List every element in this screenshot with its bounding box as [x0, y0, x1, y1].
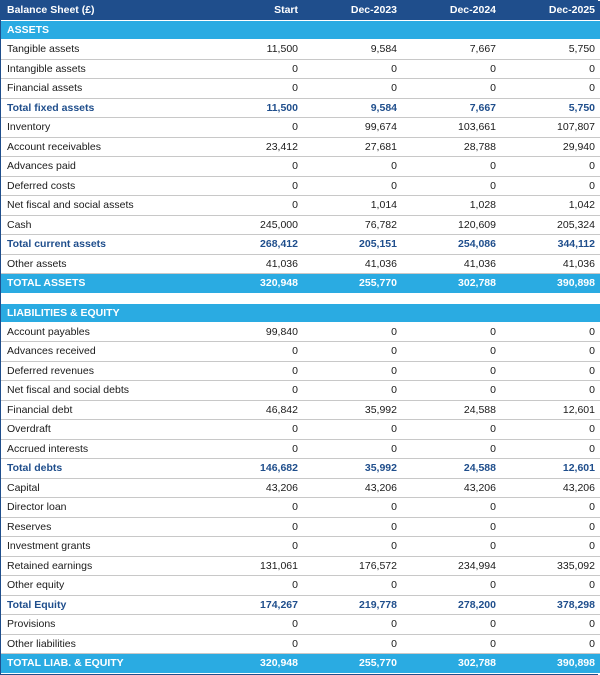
row-value	[403, 303, 502, 322]
table-row	[1, 322, 600, 342]
column-header-label: Balance Sheet (£)	[1, 1, 205, 21]
row-value: 0	[304, 381, 403, 401]
row-value: 0	[304, 420, 403, 440]
row-value: 11,500	[205, 98, 304, 118]
row-value: 0	[403, 59, 502, 79]
row-label: Total Equity	[1, 595, 205, 615]
row-value: 43,206	[403, 478, 502, 498]
row-label: Accrued interests	[1, 439, 205, 459]
row-value: 320,948	[205, 274, 304, 294]
row-value: 255,770	[304, 654, 403, 674]
row-label: Net fiscal and social assets	[1, 196, 205, 216]
row-label: Tangible assets	[1, 40, 205, 60]
row-value: 131,061	[205, 556, 304, 576]
row-value: 0	[403, 498, 502, 518]
row-value: 5,750	[502, 40, 600, 60]
row-value: 254,086	[403, 235, 502, 255]
row-value: 234,994	[403, 556, 502, 576]
row-label: Cash	[1, 215, 205, 235]
row-value	[304, 21, 403, 40]
row-label: Net fiscal and social debts	[1, 381, 205, 401]
row-value: 0	[304, 176, 403, 196]
row-value: 0	[403, 420, 502, 440]
row-value: 0	[205, 576, 304, 596]
column-header-dec-2023: Dec-2023	[304, 1, 403, 21]
column-header-start: Start	[205, 1, 304, 21]
grand-total-row	[1, 654, 600, 674]
row-label: Reserves	[1, 517, 205, 537]
table-row	[1, 517, 600, 537]
spacer-cell	[1, 293, 600, 303]
subtotal-row	[1, 595, 600, 615]
row-value: 378,298	[502, 595, 600, 615]
row-value: 0	[205, 615, 304, 635]
row-value: 0	[502, 361, 600, 381]
table-row	[1, 342, 600, 362]
table-row	[1, 478, 600, 498]
table-row	[1, 215, 600, 235]
row-value: 0	[205, 59, 304, 79]
row-value: 41,036	[205, 254, 304, 274]
row-label: Total debts	[1, 459, 205, 479]
row-value: 24,588	[403, 400, 502, 420]
column-header-row	[1, 1, 600, 21]
row-value: 35,992	[304, 400, 403, 420]
row-value: 0	[205, 361, 304, 381]
row-value: 302,788	[403, 274, 502, 294]
subtotal-row	[1, 459, 600, 479]
row-value: 0	[502, 79, 600, 99]
grand-total-row	[1, 274, 600, 294]
table-row	[1, 79, 600, 99]
row-value: 7,667	[403, 40, 502, 60]
table-spacer-row	[1, 293, 600, 303]
row-value: 0	[502, 157, 600, 177]
row-value: 302,788	[403, 654, 502, 674]
row-value: 0	[502, 342, 600, 362]
row-value: 11,500	[205, 40, 304, 60]
row-value: 0	[502, 59, 600, 79]
subtotal-row	[1, 98, 600, 118]
row-value: 0	[304, 157, 403, 177]
row-value: 0	[502, 517, 600, 537]
row-value: 0	[403, 381, 502, 401]
row-value: 0	[502, 439, 600, 459]
row-label: Financial debt	[1, 400, 205, 420]
row-label: Other equity	[1, 576, 205, 596]
row-value: 9,584	[304, 98, 403, 118]
table-body	[1, 21, 600, 674]
table-row	[1, 118, 600, 138]
row-value: 0	[304, 79, 403, 99]
table-row	[1, 420, 600, 440]
row-value: 176,572	[304, 556, 403, 576]
row-value: 41,036	[502, 254, 600, 274]
row-label: Capital	[1, 478, 205, 498]
row-value: 0	[304, 59, 403, 79]
table-row	[1, 400, 600, 420]
row-value: 107,807	[502, 118, 600, 138]
row-value: 0	[304, 439, 403, 459]
row-label: Advances paid	[1, 157, 205, 177]
row-label: Inventory	[1, 118, 205, 138]
row-value: 29,940	[502, 137, 600, 157]
row-value: 0	[403, 361, 502, 381]
row-value: 41,036	[403, 254, 502, 274]
row-value: 76,782	[304, 215, 403, 235]
row-value: 146,682	[205, 459, 304, 479]
section-header-row	[1, 21, 600, 40]
row-value: 0	[205, 439, 304, 459]
table-row	[1, 176, 600, 196]
row-value: 0	[502, 381, 600, 401]
row-value: 0	[502, 615, 600, 635]
row-value: 205,151	[304, 235, 403, 255]
table-row	[1, 381, 600, 401]
row-value: 390,898	[502, 654, 600, 674]
row-value: 0	[502, 498, 600, 518]
row-label: Investment grants	[1, 537, 205, 557]
row-value: 0	[205, 118, 304, 138]
row-value: 0	[205, 517, 304, 537]
row-label: Provisions	[1, 615, 205, 635]
row-value: 24,588	[403, 459, 502, 479]
row-value	[205, 303, 304, 322]
table-row	[1, 576, 600, 596]
row-value: 0	[403, 576, 502, 596]
row-value: 1,028	[403, 196, 502, 216]
row-label: Director loan	[1, 498, 205, 518]
row-value: 0	[304, 615, 403, 635]
row-value: 219,778	[304, 595, 403, 615]
table-header	[1, 1, 600, 21]
row-label: Account receivables	[1, 137, 205, 157]
row-value: 0	[502, 420, 600, 440]
row-label: TOTAL LIAB. & EQUITY	[1, 654, 205, 674]
row-value: 0	[205, 381, 304, 401]
table-row	[1, 361, 600, 381]
row-value: 43,206	[205, 478, 304, 498]
table-row	[1, 537, 600, 557]
row-value: 46,842	[205, 400, 304, 420]
balance-sheet-table	[1, 1, 600, 674]
row-label: Other assets	[1, 254, 205, 274]
row-value: 41,036	[304, 254, 403, 274]
row-label: ASSETS	[1, 21, 205, 40]
row-label: Overdraft	[1, 420, 205, 440]
row-value: 23,412	[205, 137, 304, 157]
row-value: 0	[502, 176, 600, 196]
row-label: Deferred revenues	[1, 361, 205, 381]
row-value: 0	[205, 342, 304, 362]
row-value: 0	[205, 196, 304, 216]
row-value	[304, 303, 403, 322]
table-row	[1, 615, 600, 635]
row-value: 0	[403, 176, 502, 196]
row-value: 0	[304, 537, 403, 557]
row-value: 9,584	[304, 40, 403, 60]
row-label: Deferred costs	[1, 176, 205, 196]
row-value: 0	[403, 615, 502, 635]
row-label: Financial assets	[1, 79, 205, 99]
table-row	[1, 59, 600, 79]
table-row	[1, 439, 600, 459]
row-value: 103,661	[403, 118, 502, 138]
row-value: 0	[403, 517, 502, 537]
row-value: 0	[403, 439, 502, 459]
row-value	[502, 21, 600, 40]
table-row	[1, 196, 600, 216]
row-value: 0	[502, 576, 600, 596]
row-label: Intangible assets	[1, 59, 205, 79]
row-value: 120,609	[403, 215, 502, 235]
section-header-row	[1, 303, 600, 322]
row-value: 0	[502, 634, 600, 654]
row-value	[205, 21, 304, 40]
row-label: Advances received	[1, 342, 205, 362]
row-value: 99,840	[205, 322, 304, 342]
row-value: 0	[403, 322, 502, 342]
row-value: 0	[502, 537, 600, 557]
row-value: 0	[304, 322, 403, 342]
table-row	[1, 556, 600, 576]
table-row	[1, 157, 600, 177]
row-value	[403, 21, 502, 40]
row-value: 174,267	[205, 595, 304, 615]
row-value: 344,112	[502, 235, 600, 255]
row-value: 0	[205, 176, 304, 196]
row-value: 278,200	[403, 595, 502, 615]
row-value: 0	[304, 361, 403, 381]
row-label: Account payables	[1, 322, 205, 342]
row-value: 43,206	[502, 478, 600, 498]
row-value: 7,667	[403, 98, 502, 118]
row-value: 28,788	[403, 137, 502, 157]
row-label: TOTAL ASSETS	[1, 274, 205, 294]
subtotal-row	[1, 235, 600, 255]
row-value: 0	[304, 342, 403, 362]
row-value: 0	[205, 537, 304, 557]
row-value: 43,206	[304, 478, 403, 498]
row-label: Other liabilities	[1, 634, 205, 654]
table-row	[1, 498, 600, 518]
row-value: 268,412	[205, 235, 304, 255]
table-row	[1, 254, 600, 274]
row-value: 0	[304, 576, 403, 596]
row-value: 205,324	[502, 215, 600, 235]
row-value: 0	[502, 322, 600, 342]
row-value: 0	[205, 79, 304, 99]
row-value: 0	[403, 634, 502, 654]
column-header-dec-2025: Dec-2025	[502, 1, 600, 21]
row-value: 35,992	[304, 459, 403, 479]
row-value: 0	[304, 517, 403, 537]
row-value: 5,750	[502, 98, 600, 118]
row-value: 335,092	[502, 556, 600, 576]
row-value: 390,898	[502, 274, 600, 294]
row-value: 0	[403, 342, 502, 362]
row-value: 12,601	[502, 400, 600, 420]
table-row	[1, 137, 600, 157]
row-value: 255,770	[304, 274, 403, 294]
row-value: 27,681	[304, 137, 403, 157]
row-value: 0	[205, 157, 304, 177]
row-value	[502, 303, 600, 322]
row-value: 0	[205, 498, 304, 518]
row-value: 0	[205, 420, 304, 440]
row-value: 12,601	[502, 459, 600, 479]
row-value: 0	[304, 634, 403, 654]
row-value: 0	[403, 79, 502, 99]
row-value: 1,042	[502, 196, 600, 216]
table-row	[1, 40, 600, 60]
row-value: 0	[403, 157, 502, 177]
row-value: 99,674	[304, 118, 403, 138]
row-label: Total fixed assets	[1, 98, 205, 118]
row-value: 0	[205, 634, 304, 654]
row-label: Total current assets	[1, 235, 205, 255]
row-value: 0	[304, 498, 403, 518]
row-label: Retained earnings	[1, 556, 205, 576]
row-value: 245,000	[205, 215, 304, 235]
row-label: LIABILITIES & EQUITY	[1, 303, 205, 322]
row-value: 1,014	[304, 196, 403, 216]
row-value: 0	[403, 537, 502, 557]
column-header-dec-2024: Dec-2024	[403, 1, 502, 21]
row-value: 320,948	[205, 654, 304, 674]
